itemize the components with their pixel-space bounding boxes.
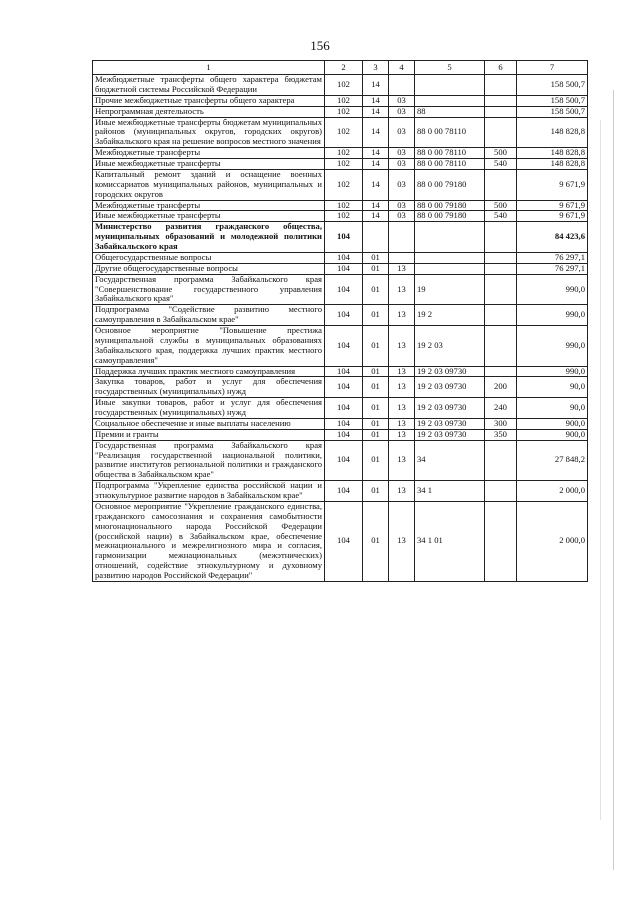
cell-code-2: 104	[325, 263, 363, 274]
header-col-7: 7	[517, 61, 588, 75]
cell-code-5: 19 2 03 09730	[415, 398, 485, 419]
table-body	[93, 75, 588, 582]
cell-description: Подпрограмма "Содействие развитию местного самоуправления в Забайкальском крае"	[93, 305, 325, 326]
cell-code-2: 102	[325, 95, 363, 106]
cell-code-4: 03	[389, 95, 415, 106]
page-number: 156	[310, 38, 330, 53]
cell-code-2: 102	[325, 169, 363, 200]
cell-amount: 990,0	[517, 274, 588, 305]
table-row	[93, 501, 588, 581]
cell-code-2: 104	[325, 326, 363, 367]
cell-code-6	[485, 263, 517, 274]
cell-code-5: 34	[415, 440, 485, 481]
table-row	[93, 75, 588, 96]
cell-code-4	[389, 252, 415, 263]
cell-code-3	[363, 222, 389, 253]
cell-amount: 148 828,8	[517, 159, 588, 170]
cell-description: Иные межбюджетные трансферты	[93, 159, 325, 170]
cell-code-6	[485, 106, 517, 117]
cell-code-3: 01	[363, 366, 389, 377]
cell-amount: 27 848,2	[517, 440, 588, 481]
table-row	[93, 418, 588, 429]
header-col-1: 1	[93, 61, 325, 75]
cell-amount: 90,0	[517, 398, 588, 419]
cell-code-3: 01	[363, 252, 389, 263]
cell-amount: 990,0	[517, 366, 588, 377]
table-header-row	[93, 61, 588, 75]
cell-code-2: 104	[325, 222, 363, 253]
cell-code-2: 102	[325, 148, 363, 159]
cell-code-3: 14	[363, 200, 389, 211]
table-row	[93, 263, 588, 274]
cell-code-5: 34 1	[415, 481, 485, 502]
cell-code-2: 104	[325, 377, 363, 398]
cell-code-3: 14	[363, 75, 389, 96]
cell-code-3: 14	[363, 148, 389, 159]
scan-edge-line	[613, 90, 614, 870]
cell-description: Государственная программа Забайкальского края "Совершенствование государственного управления Забайкальского края"	[93, 274, 325, 305]
cell-code-4: 13	[389, 305, 415, 326]
cell-code-4: 13	[389, 274, 415, 305]
header-col-4: 4	[389, 61, 415, 75]
cell-code-2: 102	[325, 211, 363, 222]
cell-description: Капитальный ремонт зданий и оснащение военных комиссариатов муниципальных районов, муниципальных и городских округов	[93, 169, 325, 200]
cell-code-3: 14	[363, 211, 389, 222]
cell-code-5	[415, 95, 485, 106]
cell-code-3: 01	[363, 429, 389, 440]
cell-code-6: 350	[485, 429, 517, 440]
cell-code-5: 88 0 00 78110	[415, 117, 485, 148]
table-row	[93, 222, 588, 253]
table-row	[93, 159, 588, 170]
cell-code-3: 01	[363, 398, 389, 419]
cell-code-6	[485, 117, 517, 148]
cell-amount: 2 000,0	[517, 481, 588, 502]
cell-code-4: 13	[389, 501, 415, 581]
cell-description: Государственная программа Забайкальского края "Реализация государственной национальной политики, развитие институтов региональной политики и гражданского общества в Забайкальском крае"	[93, 440, 325, 481]
cell-code-3: 01	[363, 418, 389, 429]
cell-description: Основное мероприятие "Укрепление гражданского единства, гражданского самосознания и сохранения самобытности многонационального народа Российской Федерации (российской нации) в Забайкальском крае, обеспечение межнационального и межрелигиозного мира и согласия, гармонизации межнациональных (межэтнических) отношений, содействие этнокультурному и духовному развитию народов Российской Федерации"	[93, 501, 325, 581]
cell-amount: 990,0	[517, 326, 588, 367]
cell-code-6: 240	[485, 398, 517, 419]
cell-code-3: 01	[363, 326, 389, 367]
table-row	[93, 398, 588, 419]
cell-description: Другие общегосударственные вопросы	[93, 263, 325, 274]
cell-code-2: 102	[325, 106, 363, 117]
cell-code-3: 14	[363, 95, 389, 106]
cell-code-2: 104	[325, 366, 363, 377]
cell-code-2: 104	[325, 305, 363, 326]
cell-code-6	[485, 75, 517, 96]
table-row	[93, 305, 588, 326]
table-row	[93, 481, 588, 502]
cell-description: Прочие межбюджетные трансферты общего характера	[93, 95, 325, 106]
cell-code-4: 03	[389, 169, 415, 200]
cell-amount: 84 423,6	[517, 222, 588, 253]
cell-code-2: 104	[325, 398, 363, 419]
cell-code-6	[485, 274, 517, 305]
cell-code-6	[485, 169, 517, 200]
cell-amount: 9 671,9	[517, 200, 588, 211]
table-row	[93, 366, 588, 377]
cell-description: Иные закупки товаров, работ и услуг для обеспечения государственных (муниципальных) нужд	[93, 398, 325, 419]
cell-code-4: 13	[389, 418, 415, 429]
cell-amount: 900,0	[517, 418, 588, 429]
cell-code-5: 19 2 03 09730	[415, 377, 485, 398]
cell-code-5: 19 2	[415, 305, 485, 326]
cell-code-6	[485, 440, 517, 481]
cell-amount: 76 297,1	[517, 252, 588, 263]
table-row	[93, 169, 588, 200]
cell-code-5	[415, 222, 485, 253]
cell-amount: 158 500,7	[517, 75, 588, 96]
cell-description: Министерство развития гражданского общества, муниципальных образований и молодежной политики Забайкальского края	[93, 222, 325, 253]
cell-code-4: 13	[389, 429, 415, 440]
cell-code-5: 19 2 03 09730	[415, 418, 485, 429]
cell-code-6	[485, 95, 517, 106]
cell-code-3: 01	[363, 377, 389, 398]
cell-code-5: 19	[415, 274, 485, 305]
table-row	[93, 148, 588, 159]
cell-code-2: 102	[325, 75, 363, 96]
cell-code-4: 13	[389, 366, 415, 377]
cell-code-4: 13	[389, 263, 415, 274]
cell-description: Иные межбюджетные трансферты	[93, 211, 325, 222]
cell-amount: 90,0	[517, 377, 588, 398]
cell-description: Подпрограмма "Укрепление единства российской нации и этнокультурное развитие народов в Забайкальском крае"	[93, 481, 325, 502]
cell-code-3: 14	[363, 106, 389, 117]
cell-code-5: 88 0 00 79180	[415, 169, 485, 200]
cell-description: Закупка товаров, работ и услуг для обеспечения государственных (муниципальных) нужд	[93, 377, 325, 398]
cell-amount: 148 828,8	[517, 117, 588, 148]
cell-description: Премии и гранты	[93, 429, 325, 440]
cell-code-5	[415, 263, 485, 274]
cell-amount: 148 828,8	[517, 148, 588, 159]
header-col-2: 2	[325, 61, 363, 75]
cell-description: Общегосударственные вопросы	[93, 252, 325, 263]
cell-code-4: 13	[389, 398, 415, 419]
cell-amount: 900,0	[517, 429, 588, 440]
cell-code-3: 14	[363, 169, 389, 200]
cell-code-4: 13	[389, 377, 415, 398]
cell-code-3: 14	[363, 159, 389, 170]
cell-code-5: 88 0 00 79180	[415, 211, 485, 222]
table-row	[93, 377, 588, 398]
cell-code-2: 104	[325, 481, 363, 502]
cell-description: Иные межбюджетные трансферты бюджетам муниципальных районов (муниципальных округов, городских округов) Забайкальского края на решение вопросов местного значения	[93, 117, 325, 148]
table-row	[93, 106, 588, 117]
cell-code-6: 540	[485, 211, 517, 222]
table-row	[93, 274, 588, 305]
cell-code-4: 13	[389, 440, 415, 481]
cell-code-5: 19 2 03 09730	[415, 429, 485, 440]
cell-code-2: 102	[325, 200, 363, 211]
cell-description: Межбюджетные трансферты	[93, 148, 325, 159]
cell-description: Социальное обеспечение и иные выплаты населению	[93, 418, 325, 429]
table-row	[93, 117, 588, 148]
cell-description: Основное мероприятие "Повышение престижа муниципальной службы в муниципальных образованиях Забайкальского края, поддержка лучших практик местного самоуправления"	[93, 326, 325, 367]
cell-description: Непрограммная деятельность	[93, 106, 325, 117]
header-col-3: 3	[363, 61, 389, 75]
scan-edge-line-faint	[600, 120, 601, 820]
cell-code-6	[485, 501, 517, 581]
cell-code-3: 01	[363, 263, 389, 274]
table-row	[93, 200, 588, 211]
cell-amount: 158 500,7	[517, 95, 588, 106]
cell-code-2: 104	[325, 274, 363, 305]
cell-code-4: 13	[389, 326, 415, 367]
cell-description: Межбюджетные трансферты	[93, 200, 325, 211]
cell-code-5: 34 1 01	[415, 501, 485, 581]
cell-code-2: 104	[325, 429, 363, 440]
cell-code-3: 14	[363, 117, 389, 148]
cell-code-4: 03	[389, 117, 415, 148]
cell-description: Межбюджетные трансферты общего характера бюджетам бюджетной системы Российской Федерации	[93, 75, 325, 96]
cell-code-6: 500	[485, 148, 517, 159]
cell-amount: 9 671,9	[517, 169, 588, 200]
cell-code-6: 300	[485, 418, 517, 429]
header-col-5: 5	[415, 61, 485, 75]
cell-code-3: 01	[363, 501, 389, 581]
cell-code-4	[389, 222, 415, 253]
cell-code-6: 200	[485, 377, 517, 398]
cell-code-3: 01	[363, 274, 389, 305]
cell-code-5: 88	[415, 106, 485, 117]
cell-code-5: 19 2 03 09730	[415, 366, 485, 377]
cell-code-3: 01	[363, 305, 389, 326]
cell-code-6	[485, 222, 517, 253]
cell-code-4	[389, 75, 415, 96]
cell-amount: 158 500,7	[517, 106, 588, 117]
cell-code-4: 03	[389, 211, 415, 222]
cell-code-6	[485, 305, 517, 326]
cell-code-6	[485, 326, 517, 367]
table-row	[93, 326, 588, 367]
cell-code-4: 03	[389, 200, 415, 211]
cell-code-4: 13	[389, 481, 415, 502]
table-row	[93, 95, 588, 106]
cell-code-2: 104	[325, 501, 363, 581]
cell-code-5: 88 0 00 78110	[415, 148, 485, 159]
table-row	[93, 429, 588, 440]
cell-code-3: 01	[363, 440, 389, 481]
cell-code-4: 03	[389, 106, 415, 117]
cell-amount: 2 000,0	[517, 501, 588, 581]
cell-code-4: 03	[389, 148, 415, 159]
cell-code-2: 102	[325, 159, 363, 170]
cell-code-5: 88 0 00 79180	[415, 200, 485, 211]
header-col-6: 6	[485, 61, 517, 75]
cell-code-5	[415, 252, 485, 263]
table-row	[93, 440, 588, 481]
cell-amount: 990,0	[517, 305, 588, 326]
cell-code-6: 500	[485, 200, 517, 211]
cell-amount: 76 297,1	[517, 263, 588, 274]
cell-code-2: 104	[325, 440, 363, 481]
cell-code-5	[415, 75, 485, 96]
cell-description: Поддержка лучших практик местного самоуправления	[93, 366, 325, 377]
cell-code-6	[485, 366, 517, 377]
table-row	[93, 211, 588, 222]
table-row	[93, 252, 588, 263]
cell-code-2: 102	[325, 117, 363, 148]
cell-code-6: 540	[485, 159, 517, 170]
cell-code-3: 01	[363, 481, 389, 502]
budget-table	[92, 60, 588, 582]
cell-code-5: 88 0 00 78110	[415, 159, 485, 170]
cell-code-4: 03	[389, 159, 415, 170]
cell-code-5: 19 2 03	[415, 326, 485, 367]
cell-code-2: 104	[325, 418, 363, 429]
cell-code-6	[485, 481, 517, 502]
cell-amount: 9 671,9	[517, 211, 588, 222]
cell-code-2: 104	[325, 252, 363, 263]
cell-code-6	[485, 252, 517, 263]
